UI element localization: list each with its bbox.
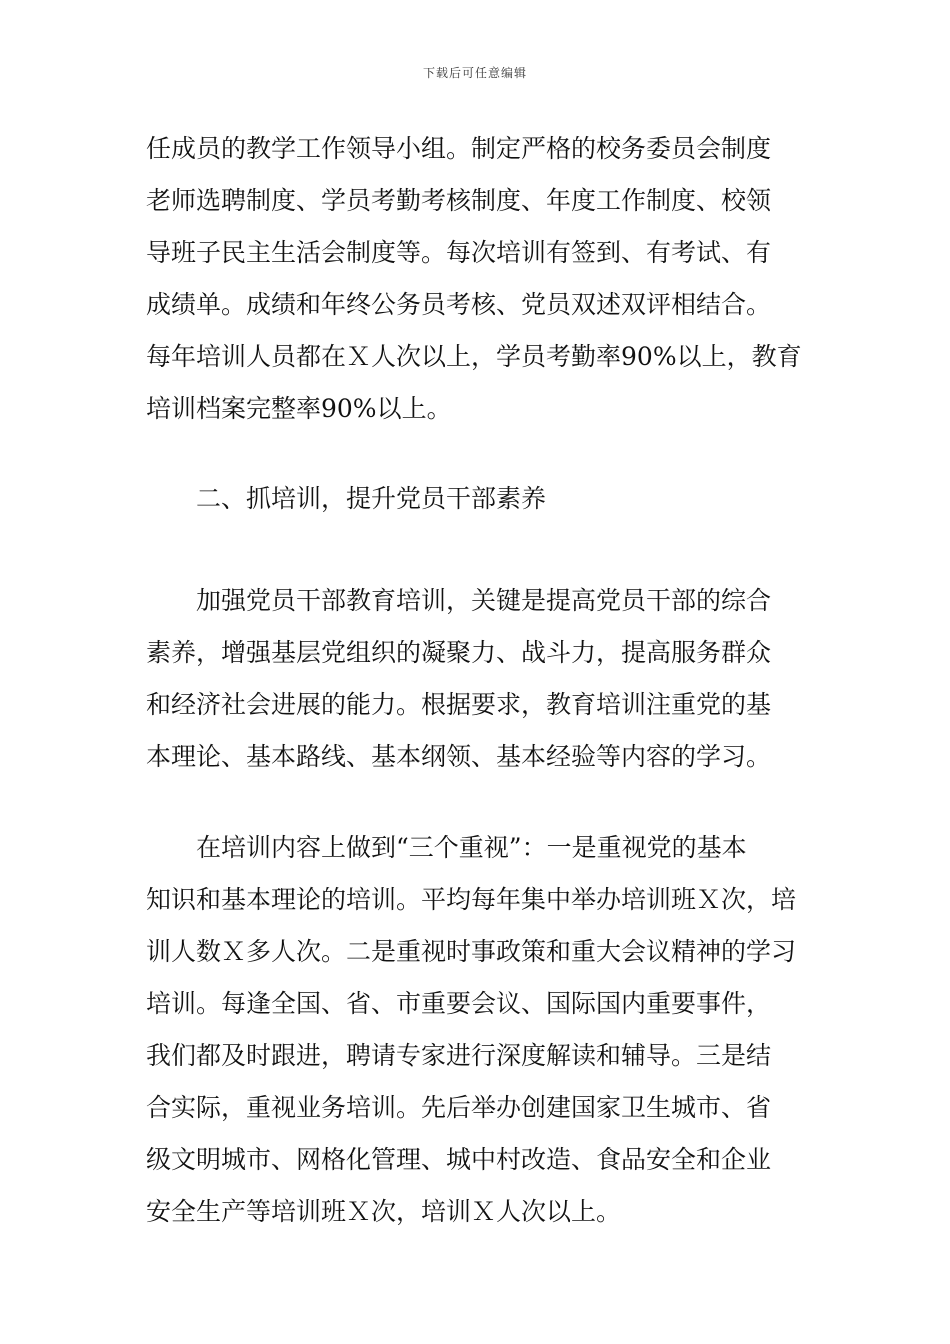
- paragraph-line: 成绩单。成绩和年终公务员考核、党员双述双评相结合。: [146, 290, 772, 319]
- paragraph-line: 导班子民主生活会制度等。每次培训有签到、有考试、有: [146, 238, 772, 267]
- section-heading: [146, 473, 806, 525]
- paragraph-line: 每年培训人员都在Ｘ人次以上，学员考勤率90%以上，教育: [146, 342, 802, 371]
- paragraph-line: 我们都及时跟进，聘请专家进行深度解读和辅导。三是结: [146, 1041, 772, 1070]
- paragraph-line: 合实际，重视业务培训。先后举办创建国家卫生城市、省: [146, 1093, 772, 1122]
- paragraph-1: [146, 123, 806, 435]
- paragraph-line: 和经济社会进展的能力。根据要求，教育培训注重党的基: [146, 690, 772, 719]
- paragraph-line: 安全生产等培训班Ｘ次，培训Ｘ人次以上。: [146, 1197, 622, 1226]
- section-heading-text: 二、抓培训，提升党员干部素养: [196, 484, 547, 513]
- paragraph-line: 素养，增强基层党组织的凝聚力、战斗力，提高服务群众: [146, 638, 772, 667]
- paragraph-line: 本理论、基本路线、基本纲领、基本经验等内容的学习。: [146, 742, 772, 771]
- paragraph-line: 培训。每逢全国、省、市重要会议、国际国内重要事件，: [146, 989, 772, 1018]
- paragraph-2: [146, 575, 806, 783]
- paragraph-line: 知识和基本理论的培训。平均每年集中举办培训班Ｘ次，培: [146, 885, 797, 914]
- page-header-note: 下载后可任意编辑: [422, 66, 527, 80]
- paragraph-line: 在培训内容上做到“三个重视”：一是重视党的基本: [196, 833, 747, 862]
- paragraph-line: 培训档案完整率90%以上。: [146, 394, 452, 423]
- paragraph-line: 加强党员干部教育培训，关键是提高党员干部的综合: [196, 586, 772, 615]
- paragraph-3: [146, 822, 806, 1238]
- paragraph-line: 级文明城市、网格化管理、城中村改造、食品安全和企业: [146, 1145, 772, 1174]
- paragraph-line: 老师选聘制度、学员考勤考核制度、年度工作制度、校领: [146, 186, 772, 215]
- paragraph-line: 任成员的教学工作领导小组。制定严格的校务委员会制度: [146, 134, 772, 163]
- paragraph-line: 训人数Ｘ多人次。二是重视时事政策和重大会议精神的学习: [146, 937, 797, 966]
